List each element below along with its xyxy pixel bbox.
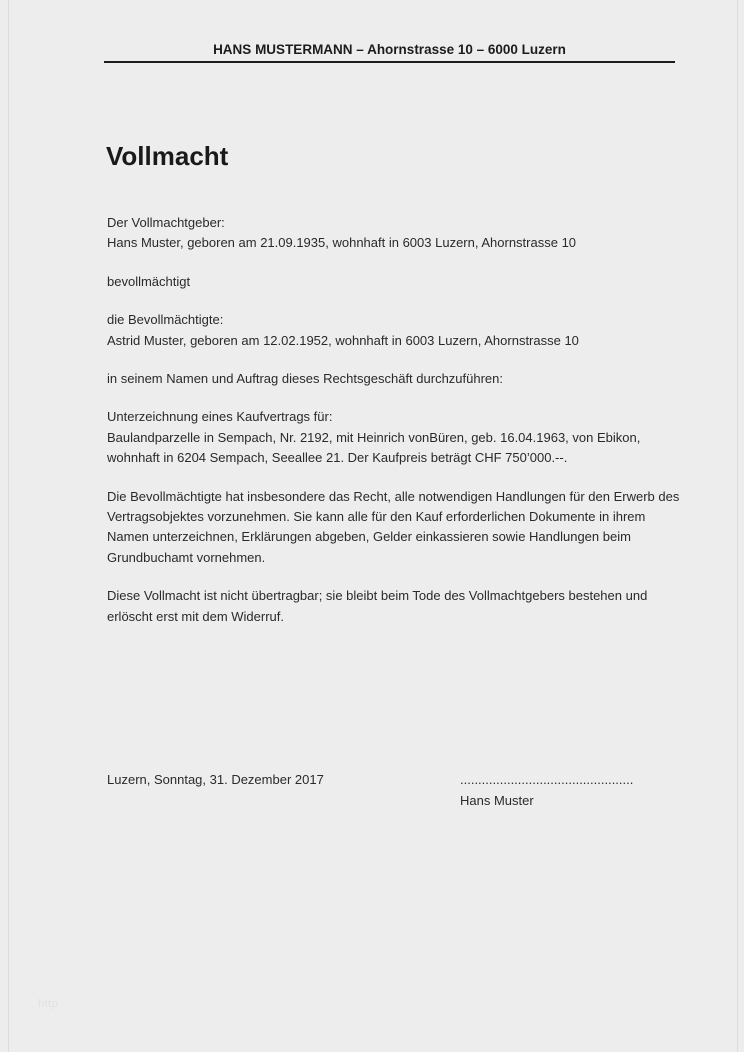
paragraph-line: Die Bevollmächtigte hat insbesondere das Recht, alle notwendigen Handlungen für den Erwerb des [107,488,680,504]
paragraph [107,272,675,292]
paragraph-line: Diese Vollmacht ist nicht übertragbar; sie bleibt beim Tode des Vollmachtgebers bestehen und [107,588,648,604]
paragraph-line: Baulandparzelle in Sempach, Nr. 2192, mit Heinrich vonBüren, geb. 16.04.1963, von Ebikon, [107,429,641,445]
signature-line: ................................................ [460,772,634,788]
paragraph-line: Namen unterzeichnen, Erklärungen abgeben, Gelder einkassieren sowie Handlungen beim [107,529,631,545]
paragraph-line: erlöscht erst mit dem Widerruf. [107,608,284,624]
paragraph-line: Hans Muster, geboren am 21.09.1935, wohnhaft in 6003 Luzern, Ahornstrasse 10 [107,235,577,251]
letterhead [104,0,675,63]
paragraph [107,586,675,627]
page-edge-right [737,0,738,1052]
place-date: Luzern, Sonntag, 31. Dezember 2017 [107,772,324,788]
paragraph-line: Der Vollmachtgeber: [107,215,225,230]
document-content [104,0,680,812]
paragraph-line: die Bevollmächtigte: [107,312,224,328]
document-body [104,213,680,627]
paragraph-line: Vertragsobjektes vorzunehmen. Sie kann alle für den Kauf erforderlichen Dokumente in ihrem [107,509,646,525]
document-title: Vollmacht [106,141,229,171]
signature-section [104,770,675,811]
paragraph-line: bevollmächtigt [107,273,191,289]
signature-block [460,770,675,811]
paragraph [107,487,680,569]
letterhead-text: HANS MUSTERMANN – Ahornstrasse 10 – 6000 Luzern [213,42,566,57]
paragraph [107,407,675,468]
paragraph [107,310,675,351]
page-edge-left [8,0,9,1052]
watermark-text: http [38,998,59,1010]
paragraph-line: in seinem Namen und Auftrag dieses Rechtsgeschäft durchzuführen: [107,371,504,387]
paragraph-line: Astrid Muster, geboren am 12.02.1952, wohnhaft in 6003 Luzern, Ahornstrasse 10 [107,332,579,348]
paragraph [107,369,675,389]
paragraph-line: wohnhaft in 6204 Sempach, Seeallee 21. Der Kaufpreis beträgt CHF 750’000.--. [107,450,568,466]
paragraph-line: Grundbuchamt vornehmen. [107,549,266,565]
paragraph [107,213,675,254]
signature-name: Hans Muster [460,793,534,809]
paragraph-line: Unterzeichnung eines Kaufvertrags für: [107,409,333,425]
